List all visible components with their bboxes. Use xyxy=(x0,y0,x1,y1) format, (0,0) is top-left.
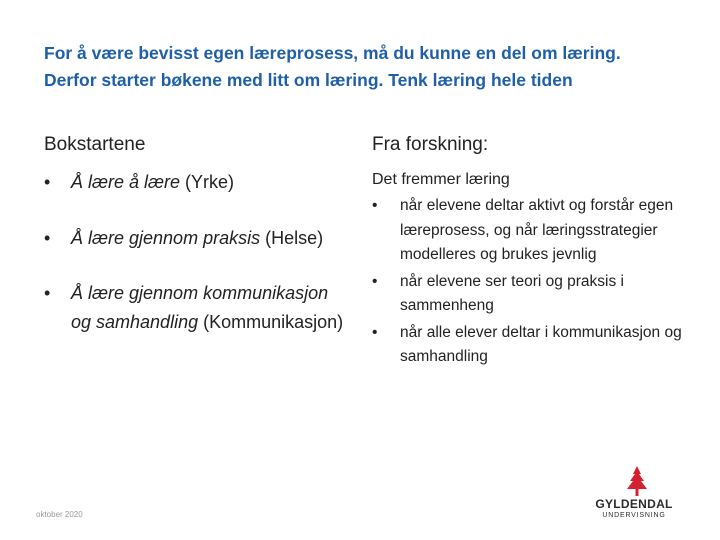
logo-name: GYLDENDAL xyxy=(595,497,673,511)
item-text: når alle elever deltar i kommunikasjon og samhandling xyxy=(400,323,682,365)
slide-title xyxy=(44,40,694,94)
list-item xyxy=(372,270,692,319)
left-column xyxy=(44,132,344,336)
right-heading: Fra forskning: xyxy=(372,134,489,155)
bullet-dot: • xyxy=(44,227,51,248)
list-item xyxy=(372,321,692,370)
list-item xyxy=(44,224,344,253)
right-column xyxy=(372,132,692,370)
bullet-dot: • xyxy=(372,197,378,214)
item-text: når elevene deltar aktivt og forstår egen læreprosess, og når læringsstrategier modelleres og brukes jevnlig xyxy=(400,197,674,263)
title-line-1: For å være bevisst egen læreprosess, må du kunne en del om læring. xyxy=(44,43,621,63)
tree-icon xyxy=(626,466,648,496)
bullet-dot: • xyxy=(44,283,51,303)
item-italic-text: Å lære gjennom kommunikasjon og samhandling xyxy=(71,283,329,332)
item-italic-text: Å lære å lære xyxy=(71,172,181,192)
bullet-dot: • xyxy=(372,272,378,290)
list-item xyxy=(44,168,344,197)
item-normal-text: (Kommunikasjon) xyxy=(198,311,344,332)
left-heading: Bokstartene xyxy=(44,134,146,155)
logo-subtitle: UNDERVISNING xyxy=(602,512,666,519)
left-bullet-list xyxy=(44,168,344,336)
bullet-dot: • xyxy=(44,172,51,192)
item-normal-text: (Yrke) xyxy=(180,172,235,192)
title-line-2: Derfor starter bøkene med litt om læring. Tenk læring hele tiden xyxy=(44,70,573,90)
item-italic-text: Å lære gjennom praksis xyxy=(71,227,261,248)
list-item xyxy=(372,194,692,268)
right-subtext: Det fremmer læring xyxy=(372,171,510,188)
bullet-dot: • xyxy=(372,323,378,341)
footer-date: oktober 2020 xyxy=(36,510,83,519)
item-text: når elevene ser teori og praksis i sammenheng xyxy=(400,272,625,314)
right-bullet-list xyxy=(372,194,692,370)
item-normal-text: (Helse) xyxy=(260,227,324,248)
list-item xyxy=(44,279,344,336)
gyldendal-logo xyxy=(586,466,682,520)
